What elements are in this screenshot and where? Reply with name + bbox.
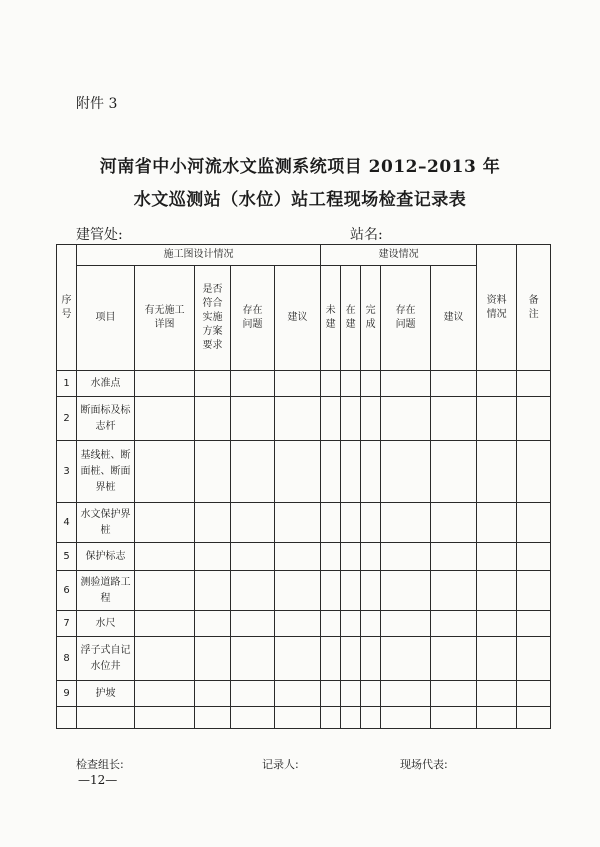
row-cell[interactable]: [477, 681, 517, 707]
row-cell[interactable]: [341, 681, 361, 707]
table-row: [57, 611, 551, 637]
document-title-line2: 水文巡测站（水位）站工程现场检查记录表: [133, 190, 467, 210]
row-cell[interactable]: [275, 397, 321, 441]
row-cell[interactable]: [195, 441, 231, 503]
row-item: 测验道路工程: [77, 571, 135, 611]
row-cell[interactable]: [321, 441, 341, 503]
footer-recorder-label: 记录人:: [262, 758, 299, 771]
row-cell[interactable]: [341, 543, 361, 571]
row-cell[interactable]: [361, 681, 381, 707]
row-cell[interactable]: [517, 441, 551, 503]
row-cell[interactable]: [361, 571, 381, 611]
row-cell[interactable]: [195, 707, 231, 729]
row-cell[interactable]: [321, 571, 341, 611]
row-cell[interactable]: [381, 441, 431, 503]
row-cell[interactable]: [477, 503, 517, 543]
document-title-line1: 河南省中小河流水文监测系统项目 2012–2013 年: [99, 157, 501, 177]
table-row: [57, 441, 551, 503]
row-cell[interactable]: [431, 571, 477, 611]
row-seq: 6: [57, 571, 77, 611]
row-cell[interactable]: [431, 611, 477, 637]
row-cell[interactable]: [321, 637, 341, 681]
row-cell[interactable]: [431, 371, 477, 397]
row-cell[interactable]: [321, 681, 341, 707]
row-cell[interactable]: [361, 397, 381, 441]
header-remarks: 备注: [517, 245, 551, 371]
row-cell[interactable]: [361, 637, 381, 681]
footer-site-rep-label: 现场代表:: [400, 758, 448, 771]
row-cell[interactable]: [341, 707, 361, 729]
row-item: 保护标志: [77, 543, 135, 571]
row-cell[interactable]: [231, 707, 275, 729]
row-cell[interactable]: [361, 371, 381, 397]
row-cell[interactable]: [135, 371, 195, 397]
header-item: 项目: [77, 266, 135, 371]
row-cell[interactable]: [275, 503, 321, 543]
row-seq: 7: [57, 611, 77, 637]
row-cell[interactable]: [477, 611, 517, 637]
row-cell[interactable]: [275, 707, 321, 729]
row-cell[interactable]: [381, 543, 431, 571]
row-cell[interactable]: [321, 611, 341, 637]
row-cell[interactable]: [477, 397, 517, 441]
header-construction-group: 建设情况: [321, 245, 477, 266]
table-row: [57, 637, 551, 681]
row-cell[interactable]: [381, 637, 431, 681]
row-cell[interactable]: [231, 571, 275, 611]
header-issues-2: 存在问题: [381, 266, 431, 371]
row-cell[interactable]: [431, 707, 477, 729]
row-cell[interactable]: [275, 611, 321, 637]
header-suggestion-2: 建议: [431, 266, 477, 371]
row-cell[interactable]: [361, 707, 381, 729]
header-suggestion: 建议: [275, 266, 321, 371]
row-seq: 4: [57, 503, 77, 543]
row-cell[interactable]: [231, 441, 275, 503]
header-seq: 序号: [57, 245, 77, 371]
row-cell[interactable]: [517, 571, 551, 611]
row-cell[interactable]: [275, 681, 321, 707]
row-cell[interactable]: [361, 441, 381, 503]
row-cell[interactable]: [195, 543, 231, 571]
row-cell[interactable]: [381, 611, 431, 637]
row-item: [77, 707, 135, 729]
row-cell[interactable]: [381, 503, 431, 543]
row-cell[interactable]: [231, 371, 275, 397]
row-cell[interactable]: [341, 397, 361, 441]
row-cell[interactable]: [135, 503, 195, 543]
row-cell[interactable]: [135, 571, 195, 611]
footer-leader-label: 检查组长:: [76, 758, 124, 771]
table-row: [57, 681, 551, 707]
row-cell[interactable]: [381, 371, 431, 397]
row-seq: 8: [57, 637, 77, 681]
row-cell[interactable]: [195, 397, 231, 441]
row-cell[interactable]: [431, 637, 477, 681]
row-cell[interactable]: [517, 503, 551, 543]
table-row: [57, 371, 551, 397]
row-cell[interactable]: [341, 503, 361, 543]
row-cell[interactable]: [517, 397, 551, 441]
row-cell[interactable]: [361, 543, 381, 571]
row-cell[interactable]: [321, 397, 341, 441]
management-unit-label: 建管处:: [76, 227, 123, 243]
row-cell[interactable]: [517, 681, 551, 707]
row-cell[interactable]: [195, 503, 231, 543]
row-cell[interactable]: [321, 707, 341, 729]
row-item: 水准点: [77, 371, 135, 397]
row-cell[interactable]: [477, 637, 517, 681]
row-cell[interactable]: [135, 637, 195, 681]
table-row: [57, 707, 551, 729]
row-seq: 3: [57, 441, 77, 503]
row-cell[interactable]: [231, 503, 275, 543]
row-cell[interactable]: [321, 543, 341, 571]
header-meets-plan: 是否符合实施方案要求: [195, 266, 231, 371]
row-cell[interactable]: [381, 571, 431, 611]
header-documents: 资料情况: [477, 245, 517, 371]
row-cell[interactable]: [275, 571, 321, 611]
row-cell[interactable]: [321, 371, 341, 397]
row-cell[interactable]: [361, 611, 381, 637]
row-cell[interactable]: [341, 637, 361, 681]
row-cell[interactable]: [341, 441, 361, 503]
row-cell[interactable]: [477, 571, 517, 611]
row-cell[interactable]: [517, 371, 551, 397]
header-in-progress: 在建: [341, 266, 361, 371]
row-cell[interactable]: [431, 543, 477, 571]
row-cell[interactable]: [477, 371, 517, 397]
row-item: 断面标及标志杆: [77, 397, 135, 441]
row-cell[interactable]: [517, 707, 551, 729]
row-cell[interactable]: [341, 611, 361, 637]
row-cell[interactable]: [477, 543, 517, 571]
row-cell[interactable]: [275, 371, 321, 397]
row-cell[interactable]: [361, 503, 381, 543]
header-issues: 存在问题: [231, 266, 275, 371]
header-has-detail: 有无施工详图: [135, 266, 195, 371]
row-cell[interactable]: [231, 611, 275, 637]
row-cell[interactable]: [517, 637, 551, 681]
row-seq: [57, 707, 77, 729]
table-row: [57, 503, 551, 543]
row-cell[interactable]: [135, 707, 195, 729]
row-cell[interactable]: [195, 681, 231, 707]
table-row: [57, 543, 551, 571]
row-item: 水文保护界桩: [77, 503, 135, 543]
row-cell[interactable]: [431, 681, 477, 707]
row-item: 浮子式自记水位井: [77, 637, 135, 681]
row-item: 水尺: [77, 611, 135, 637]
table-row: [57, 397, 551, 441]
row-item: 基线桩、断面桩、断面界桩: [77, 441, 135, 503]
row-cell[interactable]: [477, 707, 517, 729]
row-cell[interactable]: [195, 611, 231, 637]
page-number: —12—: [78, 773, 118, 787]
row-cell[interactable]: [431, 503, 477, 543]
attachment-label: 附件 3: [76, 96, 118, 112]
row-cell[interactable]: [195, 571, 231, 611]
row-cell[interactable]: [517, 543, 551, 571]
row-cell[interactable]: [135, 681, 195, 707]
row-cell[interactable]: [477, 441, 517, 503]
row-cell[interactable]: [341, 571, 361, 611]
row-cell[interactable]: [275, 441, 321, 503]
row-cell[interactable]: [275, 637, 321, 681]
row-cell[interactable]: [231, 681, 275, 707]
header-completed: 完成: [361, 266, 381, 371]
inspection-table: [56, 244, 551, 729]
row-seq: 9: [57, 681, 77, 707]
row-cell[interactable]: [195, 637, 231, 681]
row-item: 护坡: [77, 681, 135, 707]
row-cell[interactable]: [341, 371, 361, 397]
row-seq: 1: [57, 371, 77, 397]
row-cell[interactable]: [135, 543, 195, 571]
table-row: [57, 571, 551, 611]
row-cell[interactable]: [381, 681, 431, 707]
row-cell[interactable]: [195, 371, 231, 397]
row-cell[interactable]: [381, 397, 431, 441]
row-cell[interactable]: [231, 637, 275, 681]
row-cell[interactable]: [431, 397, 477, 441]
row-cell[interactable]: [231, 543, 275, 571]
row-cell[interactable]: [135, 611, 195, 637]
row-cell[interactable]: [321, 503, 341, 543]
row-cell[interactable]: [135, 441, 195, 503]
station-name-label: 站名:: [350, 227, 383, 243]
row-cell[interactable]: [275, 543, 321, 571]
row-seq: 2: [57, 397, 77, 441]
row-cell[interactable]: [517, 611, 551, 637]
row-cell[interactable]: [231, 397, 275, 441]
header-design-group: 施工图设计情况: [77, 245, 321, 266]
row-cell[interactable]: [431, 441, 477, 503]
row-cell[interactable]: [135, 397, 195, 441]
row-seq: 5: [57, 543, 77, 571]
row-cell[interactable]: [381, 707, 431, 729]
header-not-built: 未建: [321, 266, 341, 371]
